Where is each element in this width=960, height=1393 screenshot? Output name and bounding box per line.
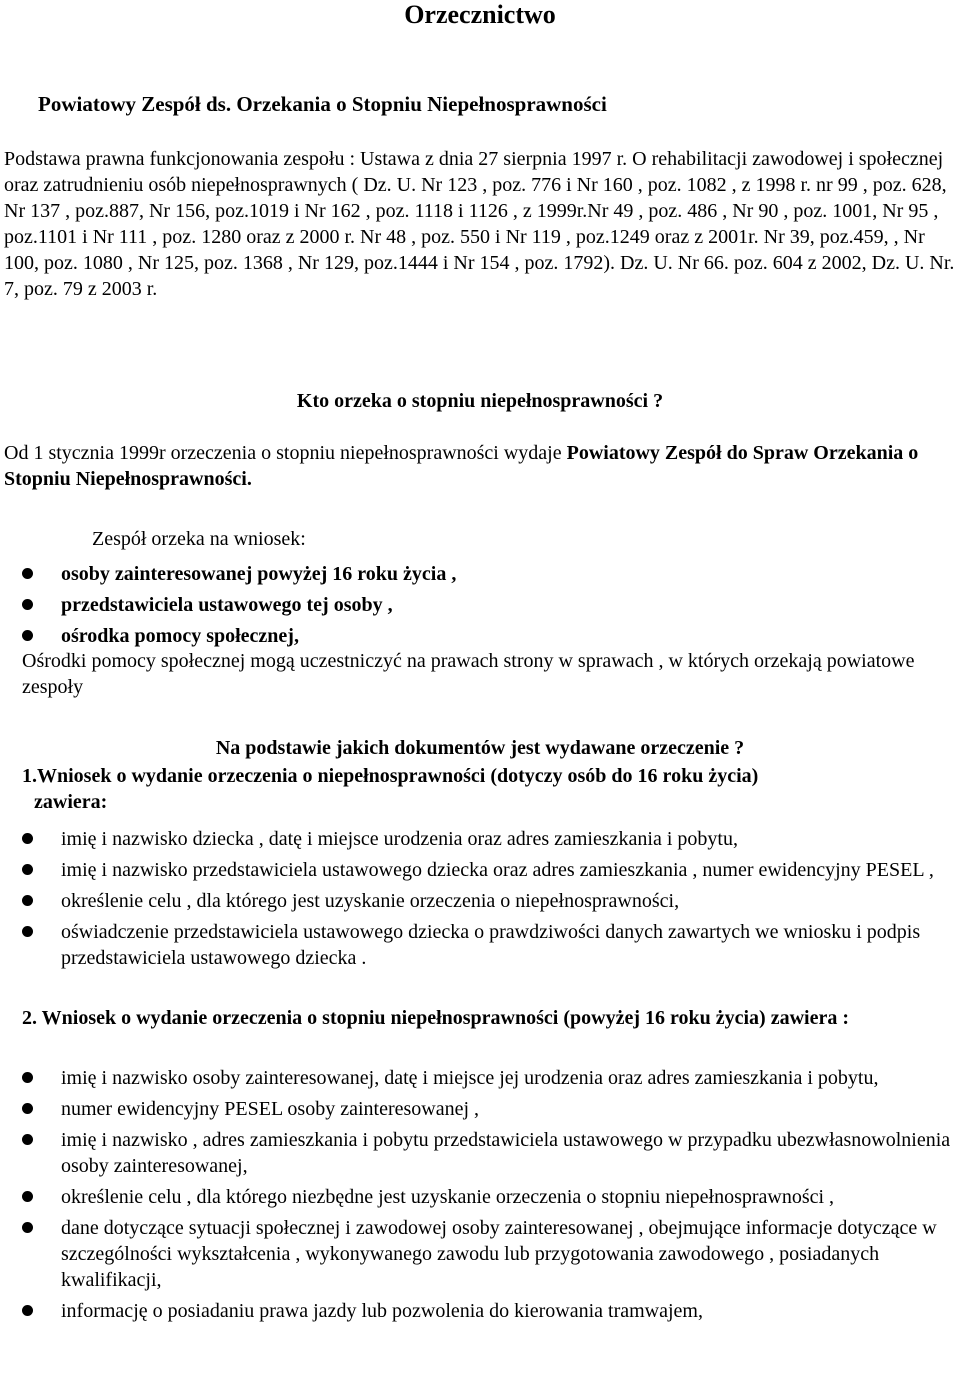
item1-list bbox=[0, 826, 960, 976]
request-intro: Zespół orzeka na wniosek: bbox=[92, 528, 306, 550]
list-item-text: dane dotyczące sytuacji społecznej i zawodowej osoby zainteresowanej , obejmujące informacje dotyczące w szczególności wykształcenia , wykonywanego zawodu lub przygotowania zawodowego , posiadanych kwalifikacji, bbox=[61, 1217, 937, 1291]
section-heading: Powiatowy Zespół ds. Orzekania o Stopniu Niepełnosprawności bbox=[38, 92, 607, 116]
list-item bbox=[0, 857, 960, 883]
item2-title: 2. Wniosek o wydanie orzeczenia o stopniu niepełnosprawności (powyżej 16 roku życia) zawiera : bbox=[22, 1007, 850, 1029]
list-item bbox=[0, 1215, 960, 1293]
bullet-icon bbox=[22, 1222, 33, 1233]
list-item bbox=[0, 888, 960, 914]
list-item-text: informację o posiadaniu prawa jazdy lub pozwolenia do kierowania tramwajem, bbox=[61, 1300, 703, 1322]
item1-title-line2: zawiera: bbox=[34, 791, 108, 813]
list-item-text: przedstawiciela ustawowego tej osoby , bbox=[61, 594, 393, 616]
bullet-icon bbox=[22, 864, 33, 875]
list-item-text: imię i nazwisko przedstawiciela ustawowego dziecka oraz adres zamieszkania , numer ewidencyjny PESEL , bbox=[61, 859, 934, 881]
page-title: Orzecznictwo bbox=[404, 0, 556, 29]
since-strong-text: Powiatowy Zespół do Spraw Orzekania o Stopniu Niepełnosprawności. bbox=[4, 442, 919, 490]
list-item-text: określenie celu , dla którego jest uzyskanie orzeczenia o niepełnosprawności, bbox=[61, 890, 680, 912]
legal-basis-paragraph: Podstawa prawna funkcjonowania zespołu : Ustawa z dnia 27 sierpnia 1997 r. O rehabilitacji zawodowej i społecznej oraz zatrudnieniu osób niepełnosprawnych ( Dz. U. Nr 123 , poz. 776 i Nr 160 , poz. 1082 , z 1998 r. nr 99 , poz. 628, Nr 137 , poz.887, Nr 156, poz.1019 i Nr 162 , poz. 1118 i 1126 , z 1999r.Nr 49 , poz. 486 , Nr 90 , poz. 1001, Nr 95 , poz.1101 i Nr 111 , poz. 1280 oraz z 2000 r. Nr 48 , poz. 550 i Nr 119 , poz.1249 oraz z 2001r. Nr 39, poz.459, , Nr 100, poz. 1080 , Nr 125, poz. 1368 , Nr 129, poz.1444 i Nr 154 , poz. 1792). Dz. U. Nr 66. poz. 604 z 2002, Dz. U. Nr. 7, poz. 79 z 2003 r. bbox=[4, 148, 955, 300]
who-decides-question: Kto orzeka o stopniu niepełnosprawności ? bbox=[296, 390, 664, 412]
item1-title bbox=[22, 763, 957, 815]
list-item-text: osoby zainteresowanej powyżej 16 roku życia , bbox=[61, 563, 457, 585]
bullet-icon bbox=[22, 1191, 33, 1202]
list-item bbox=[0, 1065, 960, 1091]
list-item bbox=[0, 1127, 960, 1179]
bullet-icon bbox=[22, 1305, 33, 1316]
list-item bbox=[0, 1184, 960, 1210]
since-text: Od 1 stycznia 1999r orzeczenia o stopniu niepełnosprawności wydaje bbox=[4, 442, 567, 464]
list-item bbox=[0, 1298, 960, 1324]
list-item bbox=[0, 826, 960, 852]
list-item-text: oświadczenie przedstawiciela ustawowego dziecka o prawdziwości danych zawartych we wniosku i podpis przedstawiciela ustawowego dziecka . bbox=[61, 921, 921, 969]
bullet-icon bbox=[22, 1103, 33, 1114]
list-item-text: ośrodka pomocy społecznej, bbox=[61, 625, 299, 647]
bullet-icon bbox=[22, 568, 33, 579]
list-item bbox=[0, 623, 960, 649]
list-item-text: imię i nazwisko dziecka , datę i miejsce urodzenia oraz adres zamieszkania i pobytu, bbox=[61, 828, 738, 850]
bullet-icon bbox=[22, 926, 33, 937]
list-item-text: numer ewidencyjny PESEL osoby zainteresowanej , bbox=[61, 1098, 480, 1120]
bullet-icon bbox=[22, 1134, 33, 1145]
bullet-icon bbox=[22, 599, 33, 610]
bullet-icon bbox=[22, 895, 33, 906]
social-centers-note: Ośrodki pomocy społecznej mogą uczestniczyć na prawach strony w sprawach , w których orzekają powiatowe zespoły bbox=[22, 650, 915, 698]
item1-title-line1: 1.Wniosek o wydanie orzeczenia o niepełnosprawności (dotyczy osób do 16 roku życia) bbox=[22, 765, 759, 787]
list-item bbox=[0, 561, 960, 587]
list-item bbox=[0, 919, 960, 971]
item2-list bbox=[0, 1065, 960, 1329]
bullet-icon bbox=[22, 833, 33, 844]
list-item-text: imię i nazwisko osoby zainteresowanej, datę i miejsce jej urodzenia oraz adres zamieszkania i pobytu, bbox=[61, 1067, 879, 1089]
since-paragraph bbox=[4, 440, 956, 492]
bullet-icon bbox=[22, 1072, 33, 1083]
list-item-text: określenie celu , dla którego niezbędne jest uzyskanie orzeczenia o stopniu niepełnosprawności , bbox=[61, 1186, 835, 1208]
request-list bbox=[0, 561, 960, 654]
list-item bbox=[0, 1096, 960, 1122]
documents-question: Na podstawie jakich dokumentów jest wydawane orzeczenie ? bbox=[215, 737, 745, 759]
bullet-icon bbox=[22, 630, 33, 641]
list-item bbox=[0, 592, 960, 618]
list-item-text: imię i nazwisko , adres zamieszkania i pobytu przedstawiciela ustawowego w przypadku ubezwłasnowolnienia osoby zainteresowanej, bbox=[61, 1129, 951, 1177]
